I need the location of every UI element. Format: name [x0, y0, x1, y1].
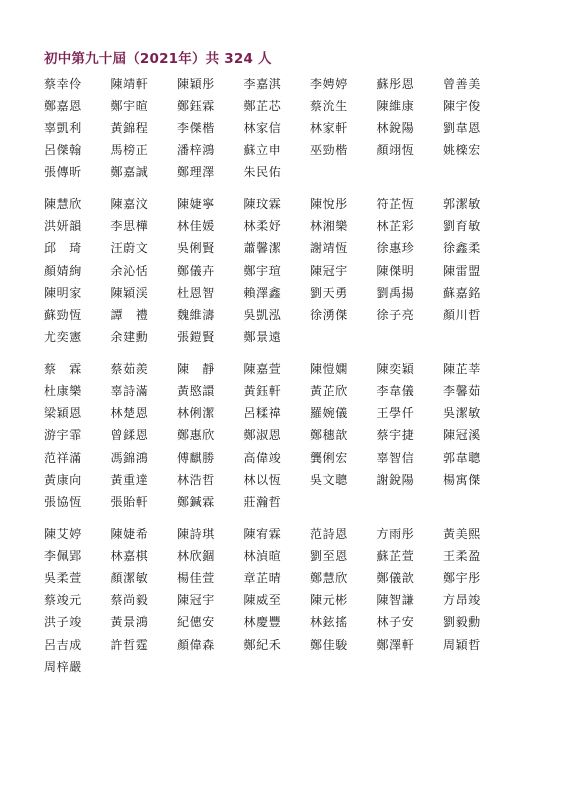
student-name: 劉禹揚	[376, 285, 415, 300]
student-name: 陳艾婷	[44, 526, 82, 541]
student-name: 林俐潔	[177, 406, 215, 421]
student-name: 鄭慧欣	[310, 571, 348, 586]
name-row	[44, 94, 544, 116]
student-name: 譚 禮	[110, 307, 149, 322]
student-name: 周穎哲	[443, 637, 481, 652]
student-name: 蘇勁恆	[44, 307, 82, 322]
student-name: 陳穎彤	[177, 76, 215, 91]
student-name: 陳靖軒	[110, 76, 149, 91]
student-name: 鄭芷芯	[243, 98, 282, 113]
student-name: 陳悅彤	[310, 197, 348, 212]
student-name: 林子安	[376, 615, 415, 630]
student-name: 顏偉森	[177, 637, 215, 652]
student-name: 鄭惠欣	[177, 428, 215, 443]
student-name: 蔡宇捷	[376, 428, 415, 443]
student-name: 方雨彤	[376, 526, 415, 541]
student-name: 蔡幸伶	[44, 76, 82, 91]
name-row	[44, 611, 544, 633]
student-name: 陳慧欣	[44, 197, 82, 212]
student-name: 梁穎恩	[44, 406, 82, 421]
student-name: 陳詩琪	[177, 526, 215, 541]
name-row	[44, 655, 544, 677]
student-name: 王學仟	[376, 406, 415, 421]
student-name: 李思樺	[110, 219, 149, 234]
name-row	[44, 357, 544, 379]
student-name: 鄭景遠	[243, 330, 282, 345]
student-name: 辜詩滿	[110, 384, 149, 399]
student-name: 張傳昕	[44, 165, 82, 180]
student-name: 方昂竣	[443, 593, 481, 608]
student-name: 蘇嘉銘	[443, 285, 481, 300]
student-name: 林佳媛	[177, 219, 215, 234]
student-name: 林湘樂	[310, 219, 348, 234]
student-name: 劉天勇	[310, 285, 348, 300]
student-name: 范祥滿	[44, 450, 82, 465]
student-name: 陳嘉萱	[243, 361, 282, 376]
student-name: 張協恆	[44, 494, 82, 509]
student-name: 尤奕憲	[44, 330, 82, 345]
name-row	[44, 303, 544, 325]
name-list	[44, 72, 544, 677]
student-name: 顏川哲	[443, 307, 481, 322]
student-name: 杜恩智	[177, 285, 215, 300]
student-name: 劉韋恩	[443, 120, 481, 135]
student-name: 林楚恩	[110, 406, 149, 421]
student-name: 黃景鴻	[110, 615, 149, 630]
student-name: 林銳陽	[376, 120, 415, 135]
name-row	[44, 281, 544, 303]
student-name: 鄭鈺霖	[177, 98, 215, 113]
student-name: 李韋儀	[376, 384, 415, 399]
student-name: 陳玟霖	[243, 197, 282, 212]
student-name: 陳元彬	[310, 593, 348, 608]
student-name: 李娉婷	[310, 76, 348, 91]
student-name: 徐湧傑	[310, 307, 348, 322]
student-name: 曾鍒恩	[110, 428, 149, 443]
student-name: 陳芷莘	[443, 361, 481, 376]
student-name: 劉育敏	[443, 219, 481, 234]
student-name: 顏婧絢	[44, 263, 82, 278]
student-name: 蘇彤恩	[376, 76, 415, 91]
student-name: 陳威至	[243, 593, 282, 608]
student-name: 楊佳萱	[177, 571, 215, 586]
name-row	[44, 522, 544, 544]
student-name: 黃康向	[44, 472, 82, 487]
student-name: 蘇立申	[243, 143, 282, 158]
student-name: 陳宥霖	[243, 526, 282, 541]
student-name: 吳凱泓	[243, 307, 282, 322]
student-name: 辜智信	[376, 450, 415, 465]
name-row	[44, 161, 544, 183]
student-name: 鄭宇瑄	[243, 263, 282, 278]
student-name: 游宇霏	[44, 428, 82, 443]
student-name: 賴澤鑫	[243, 285, 282, 300]
student-name: 郭韋聰	[443, 450, 481, 465]
student-name: 蔡 霖	[44, 361, 82, 376]
student-name: 鄭淑恩	[243, 428, 282, 443]
name-row	[44, 237, 544, 259]
student-name: 陳智謙	[376, 593, 415, 608]
name-row	[44, 192, 544, 214]
student-name: 鄭儀歆	[376, 571, 415, 586]
student-name: 陳冠宇	[177, 593, 215, 608]
student-name: 紀僡安	[177, 615, 215, 630]
student-name: 鄭宇彤	[443, 571, 481, 586]
student-name: 辜凱利	[44, 120, 82, 135]
student-name: 林湞暄	[243, 548, 282, 563]
student-name: 陳傑明	[376, 263, 415, 278]
student-name: 鄭鍼霖	[177, 494, 215, 509]
student-name: 吳文聰	[310, 472, 348, 487]
student-name: 呂傑翰	[44, 143, 82, 158]
student-name: 蔡尚毅	[110, 593, 149, 608]
student-name: 徐鑫柔	[443, 241, 481, 256]
student-name: 姚檪宏	[443, 143, 481, 158]
student-name: 顏潔敏	[110, 571, 149, 586]
student-name: 洪子竣	[44, 615, 82, 630]
student-name: 汪蔚文	[110, 241, 149, 256]
name-row	[44, 402, 544, 424]
student-name: 吳柔萱	[44, 571, 82, 586]
student-name: 陳嘉汶	[110, 197, 149, 212]
name-row	[44, 424, 544, 446]
student-name: 黃鈺軒	[243, 384, 282, 399]
student-name: 周梓嚴	[44, 659, 82, 674]
name-row	[44, 544, 544, 566]
student-name: 張鎧賢	[177, 330, 215, 345]
student-name: 陳冠宇	[310, 263, 348, 278]
student-name: 鄭佳駿	[310, 637, 348, 652]
student-name: 陳愷嫻	[310, 361, 348, 376]
student-name: 陳維康	[376, 98, 415, 113]
student-name: 吳俐賢	[177, 241, 215, 256]
student-name: 劉毅勳	[443, 615, 481, 630]
student-name: 陳奕穎	[376, 361, 415, 376]
student-name: 鄭紀禾	[243, 637, 282, 652]
student-name: 黃重達	[110, 472, 149, 487]
student-name: 李嘉淇	[243, 76, 282, 91]
student-name: 李傑楷	[177, 120, 215, 135]
student-name: 黃愍譞	[177, 384, 215, 399]
name-row	[44, 116, 544, 138]
student-name: 余建勳	[110, 330, 149, 345]
student-name: 龔俐宏	[310, 450, 348, 465]
student-name: 鄭宇暄	[110, 98, 149, 113]
student-name: 杜康樂	[44, 384, 82, 399]
student-name: 蔡沇生	[310, 98, 348, 113]
page-title: 初中第九十屆（2021年）共 324 人	[44, 51, 272, 67]
student-name: 鄭儀卉	[177, 263, 215, 278]
student-name: 鄭穗歆	[310, 428, 348, 443]
student-name: 巫勁楷	[310, 143, 348, 158]
student-name: 林家信	[243, 120, 282, 135]
student-name: 黃美熙	[443, 526, 481, 541]
student-name: 林家軒	[310, 120, 348, 135]
student-name: 莊瀚哲	[243, 494, 282, 509]
student-name: 蔡竣元	[44, 593, 82, 608]
student-name: 余沁恬	[110, 263, 149, 278]
student-name: 劉至恩	[310, 548, 348, 563]
student-name: 楊寓傑	[443, 472, 481, 487]
student-name: 林以恆	[243, 472, 282, 487]
student-name: 朱民佑	[243, 165, 282, 180]
student-name: 徐惠珍	[376, 241, 415, 256]
student-name: 陳冠溪	[443, 428, 481, 443]
student-name: 黃錦程	[110, 120, 149, 135]
student-name: 林鉉搖	[310, 615, 348, 630]
name-row	[44, 379, 544, 401]
name-row	[44, 633, 544, 655]
name-row	[44, 72, 544, 94]
student-name: 鄭嘉恩	[44, 98, 82, 113]
student-name: 陳婕寧	[177, 197, 215, 212]
name-row	[44, 259, 544, 281]
name-row	[44, 468, 544, 490]
student-name: 陳 靜	[177, 361, 215, 376]
student-name: 李佩郢	[44, 548, 82, 563]
student-name: 陳婕希	[110, 526, 149, 541]
student-name: 蘇芷萱	[376, 548, 415, 563]
student-name: 陳宇俊	[443, 98, 481, 113]
student-name: 符芷恆	[376, 197, 415, 212]
student-name: 林柔妤	[243, 219, 282, 234]
student-name: 章芷晴	[243, 571, 282, 586]
student-name: 林芷彩	[376, 219, 415, 234]
student-name: 鄭澤軒	[376, 637, 415, 652]
student-name: 曾善美	[443, 76, 481, 91]
student-name: 蕭馨潔	[243, 241, 282, 256]
name-row	[44, 566, 544, 588]
student-name: 呂吉成	[44, 637, 82, 652]
student-name: 羅婉儀	[310, 406, 348, 421]
student-name: 蔡茹羨	[110, 361, 149, 376]
student-name: 林浩哲	[177, 472, 215, 487]
student-name: 馬榜正	[110, 143, 149, 158]
student-name: 馮錦鴻	[110, 450, 149, 465]
student-name: 顏翊恆	[376, 143, 415, 158]
student-name: 林慶豐	[243, 615, 282, 630]
student-name: 謝銳陽	[376, 472, 415, 487]
student-name: 陳明家	[44, 285, 82, 300]
student-name: 王柔盈	[443, 548, 481, 563]
student-name: 李馨茹	[443, 384, 481, 399]
student-name: 洪妍韻	[44, 219, 82, 234]
student-name: 許哲霆	[110, 637, 149, 652]
student-name: 鄭理澤	[177, 165, 215, 180]
student-name: 陳雷盟	[443, 263, 481, 278]
student-name: 吳潔敏	[443, 406, 481, 421]
name-row	[44, 326, 544, 348]
name-row	[44, 446, 544, 468]
student-name: 陳穎渓	[110, 285, 149, 300]
student-name: 郭潔敏	[443, 197, 481, 212]
name-row	[44, 215, 544, 237]
name-row	[44, 490, 544, 512]
student-name: 謝靖恆	[310, 241, 348, 256]
student-name: 高偉竣	[243, 450, 282, 465]
name-row	[44, 139, 544, 161]
student-name: 潘梓鴻	[177, 143, 215, 158]
student-name: 呂糅禕	[243, 406, 282, 421]
student-name: 徐子亮	[376, 307, 415, 322]
student-name: 黃芷欣	[310, 384, 348, 399]
student-name: 林欣錮	[177, 548, 215, 563]
student-name: 邱 琦	[44, 241, 82, 256]
name-row	[44, 589, 544, 611]
student-name: 張貽軒	[110, 494, 149, 509]
student-name: 林嘉棋	[110, 548, 149, 563]
student-name: 傅麒勝	[177, 450, 215, 465]
student-name: 魏維濤	[177, 307, 215, 322]
student-name: 范詩恩	[310, 526, 348, 541]
student-name: 鄭嘉誠	[110, 165, 149, 180]
